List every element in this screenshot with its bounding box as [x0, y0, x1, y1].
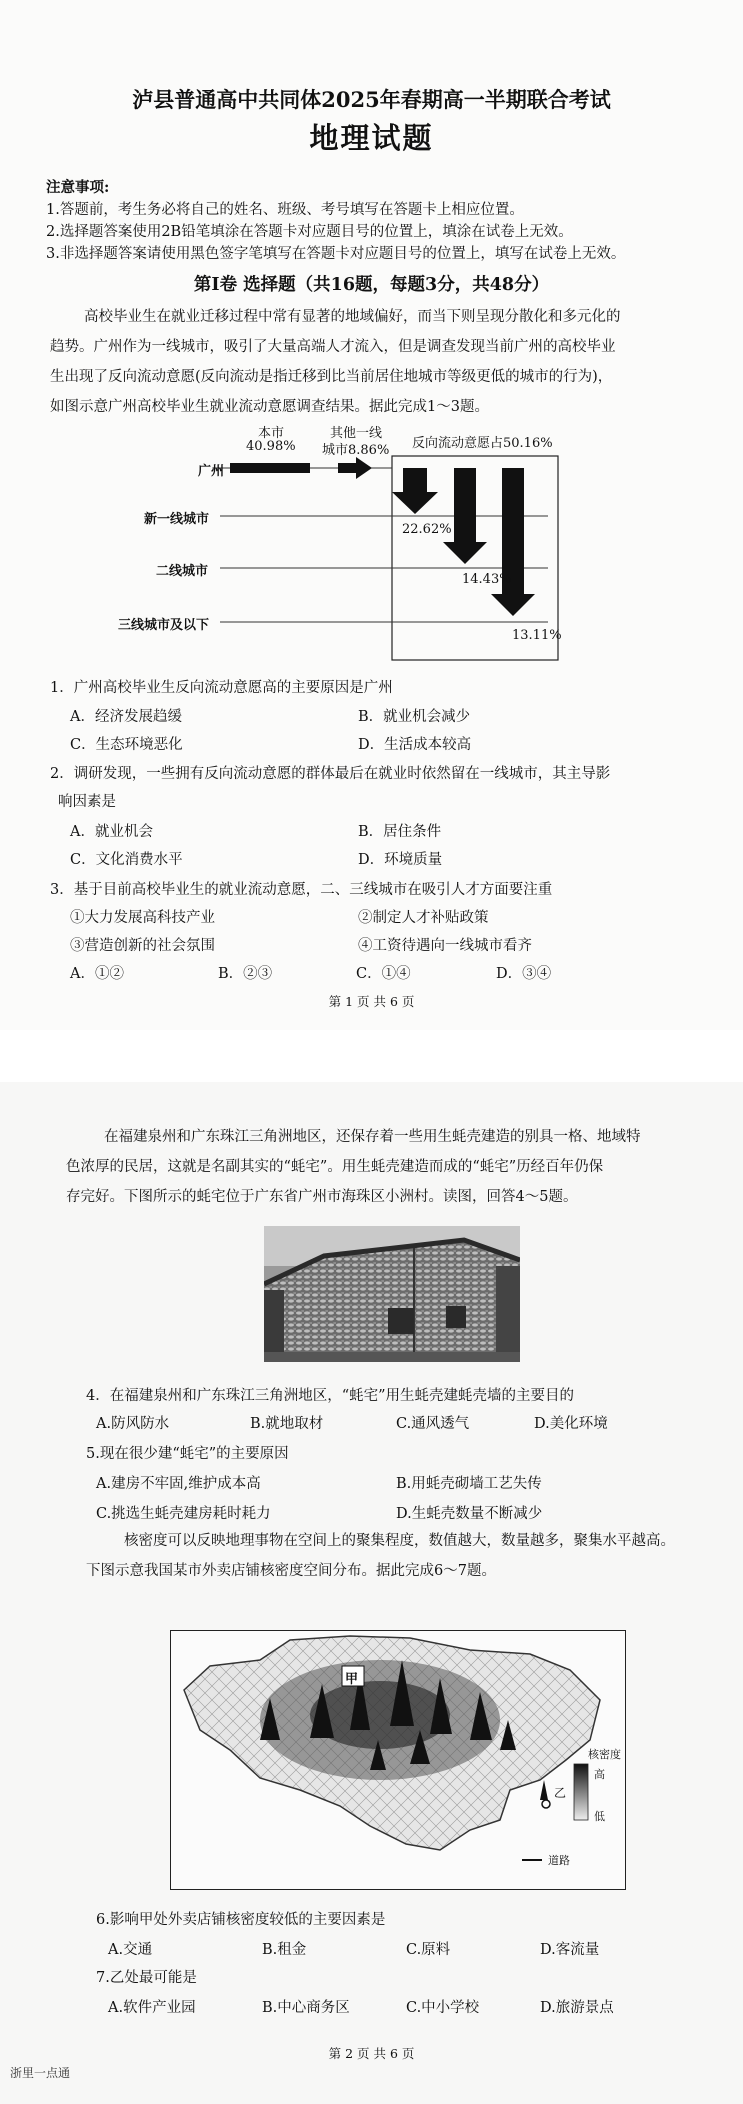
option: C.挑选生蚝壳建房耗时耗力 [96, 1506, 271, 1522]
question-stem: 响因素是 [58, 794, 116, 810]
intro-line: 存完好。下图所示的蚝宅位于广东省广州市海珠区小洲村。读图，回答4～5题。 [66, 1189, 578, 1205]
option: D.生蚝壳数量不断减少 [396, 1506, 543, 1522]
option: B．就业机会减少 [358, 709, 471, 725]
intro-line: 如图示意广州高校毕业生就业流动意愿调查结果。据此完成1～3题。 [50, 399, 489, 415]
option: C．生态环境恶化 [70, 737, 183, 753]
page-footer: 第 2 页 共 6 页 [328, 2046, 415, 2061]
watermark: 浙里一点通 [10, 2066, 71, 2080]
flow-arrow-tier3 [491, 468, 535, 616]
legend-road: 道路 [548, 1854, 570, 1867]
sub-statement: ③营造创新的社会氛围 [70, 938, 215, 954]
question-stem: 4．在福建泉州和广东珠江三角洲地区，“蚝宅”用生蚝壳建蚝壳墙的主要目的 [86, 1388, 575, 1404]
question-stem: 1．广州高校毕业生反向流动意愿高的主要原因是广州 [50, 680, 393, 696]
sub-statement: ④工资待遇向一线城市看齐 [358, 938, 532, 954]
option: B．居住条件 [358, 824, 442, 840]
option: B．②③ [218, 966, 273, 982]
note-item: 3.非选择题答案请使用黑色签字笔填写在答题卡对应题目号的位置上，填写在试卷上无效。 [46, 246, 626, 262]
exam-title: 泸县普通高中共同体2025年春期高一半期联合考试 [132, 87, 611, 112]
option: D.客流量 [540, 1942, 600, 1958]
local-label: 本市 [258, 426, 285, 441]
row-label-tier2: 二线城市 [156, 564, 209, 579]
row-label-tier1new: 新一线城市 [144, 512, 210, 527]
option: B.租金 [262, 1942, 307, 1958]
place-label-jia: 甲 [345, 1672, 359, 1687]
option: D．生活成本较高 [358, 737, 472, 753]
option: C．文化消费水平 [70, 852, 183, 868]
intro-line: 核密度可以反映地理事物在空间上的聚集程度，数值越大，数量越多，聚集水平越高。 [124, 1533, 675, 1549]
page-gap [0, 1030, 743, 1082]
legend-density-bar [574, 1764, 588, 1820]
option: C．①④ [356, 966, 411, 982]
exam-subtitle: 地理试题 [309, 121, 434, 155]
row-label-tier3: 三线城市及以下 [118, 618, 210, 633]
option: C.通风透气 [396, 1416, 470, 1432]
option: B.用蚝壳砌墙工艺失传 [396, 1476, 542, 1492]
intro-line: 高校毕业生在就业迁移过程中常有显著的地域偏好，而当下则呈现分散化和多元化的 [84, 309, 621, 325]
intro-line: 在福建泉州和广东珠江三角洲地区，还保存着一些用生蚝壳建造的别具一格、地域特 [104, 1129, 641, 1145]
section-title: 第Ⅰ卷 选择题（共16题，每题3分，共48分） [193, 275, 550, 295]
option: C.原料 [406, 1942, 451, 1958]
page-footer: 第 1 页 共 6 页 [328, 994, 415, 1009]
notes-heading: 注意事项: [46, 179, 110, 196]
question-stem: 5.现在很少建“蚝宅”的主要原因 [86, 1446, 289, 1462]
place-label-yi: 乙 [554, 1786, 567, 1800]
kernel-density-map [170, 1630, 626, 1890]
oyster-house-photo [264, 1226, 520, 1362]
option: A.交通 [108, 1942, 153, 1958]
option: D.旅游景点 [540, 2000, 614, 2016]
question-stem: 3．基于目前高校毕业生的就业流动意愿，二、三线城市在吸引人才方面要注重 [50, 882, 553, 898]
other-tier1-label: 其他一线 [330, 426, 383, 441]
option: B.就地取材 [250, 1416, 324, 1432]
question-stem: 2．调研发现，一些拥有反向流动意愿的群体最后在就业时依然留在一线城市，其主导影 [50, 766, 611, 782]
note-item: 2.选择题答案使用2B铅笔填涂在答题卡对应题目号的位置上，填涂在试卷上无效。 [46, 224, 573, 240]
flow-value-tier2: 14.43% [462, 572, 512, 587]
other-tier1-arrow [338, 457, 372, 479]
option: A．经济发展趋缓 [70, 709, 182, 725]
option: C.中小学校 [406, 2000, 480, 2016]
exam-page-2 [0, 1082, 743, 2104]
option: D.美化环境 [534, 1416, 608, 1432]
local-arrow [230, 463, 310, 473]
option: A.建房不牢固,维护成本高 [96, 1476, 261, 1492]
legend-high: 高 [594, 1768, 605, 1781]
intro-line: 下图示意我国某市外卖店铺核密度空间分布。据此完成6～7题。 [86, 1563, 496, 1579]
flow-arrow-tier1new [392, 468, 438, 514]
sub-statement: ②制定人才补贴政策 [358, 910, 489, 926]
option: A.防风防水 [96, 1416, 170, 1432]
option: A.软件产业园 [108, 2000, 196, 2016]
intro-line: 生出现了反向流动意愿(反向流动是指迁移到比当前居住地城市等级更低的城市的行为)， [50, 369, 613, 385]
flow-value-tier3: 13.11% [512, 628, 562, 643]
local-value: 40.98% [246, 439, 296, 454]
exam-page-1 [0, 0, 743, 1030]
intro-line: 趋势。广州作为一线城市，吸引了大量高端人才流入，但是调查发现当前广州的高校毕业 [50, 339, 616, 355]
question-stem: 7.乙处最可能是 [96, 1970, 197, 1986]
intro-line: 色浓厚的民居，这就是名副其实的“蚝宅”。用生蚝壳建造而成的“蚝宅”历经百年仍保 [66, 1159, 604, 1175]
legend-title: 核密度 [588, 1748, 621, 1761]
option: B.中心商务区 [262, 2000, 350, 2016]
option: A．①② [70, 966, 124, 982]
option: A．就业机会 [70, 824, 153, 840]
row-label-guangzhou: 广州 [198, 464, 225, 479]
other-tier1-value: 城市8.86% [322, 443, 390, 458]
reverse-flow-label: 反向流动意愿占50.16% [412, 436, 553, 451]
sub-statement: ①大力发展高科技产业 [70, 910, 215, 926]
option: D．环境质量 [358, 852, 443, 868]
legend-low: 低 [594, 1810, 605, 1823]
question-stem: 6.影响甲处外卖店铺核密度较低的主要因素是 [96, 1912, 386, 1928]
flow-value-tier1new: 22.62% [402, 522, 452, 537]
option: D．③④ [496, 966, 552, 982]
note-item: 1.答题前，考生务必将自己的姓名、班级、考号填写在答题卡上相应位置。 [46, 202, 524, 218]
